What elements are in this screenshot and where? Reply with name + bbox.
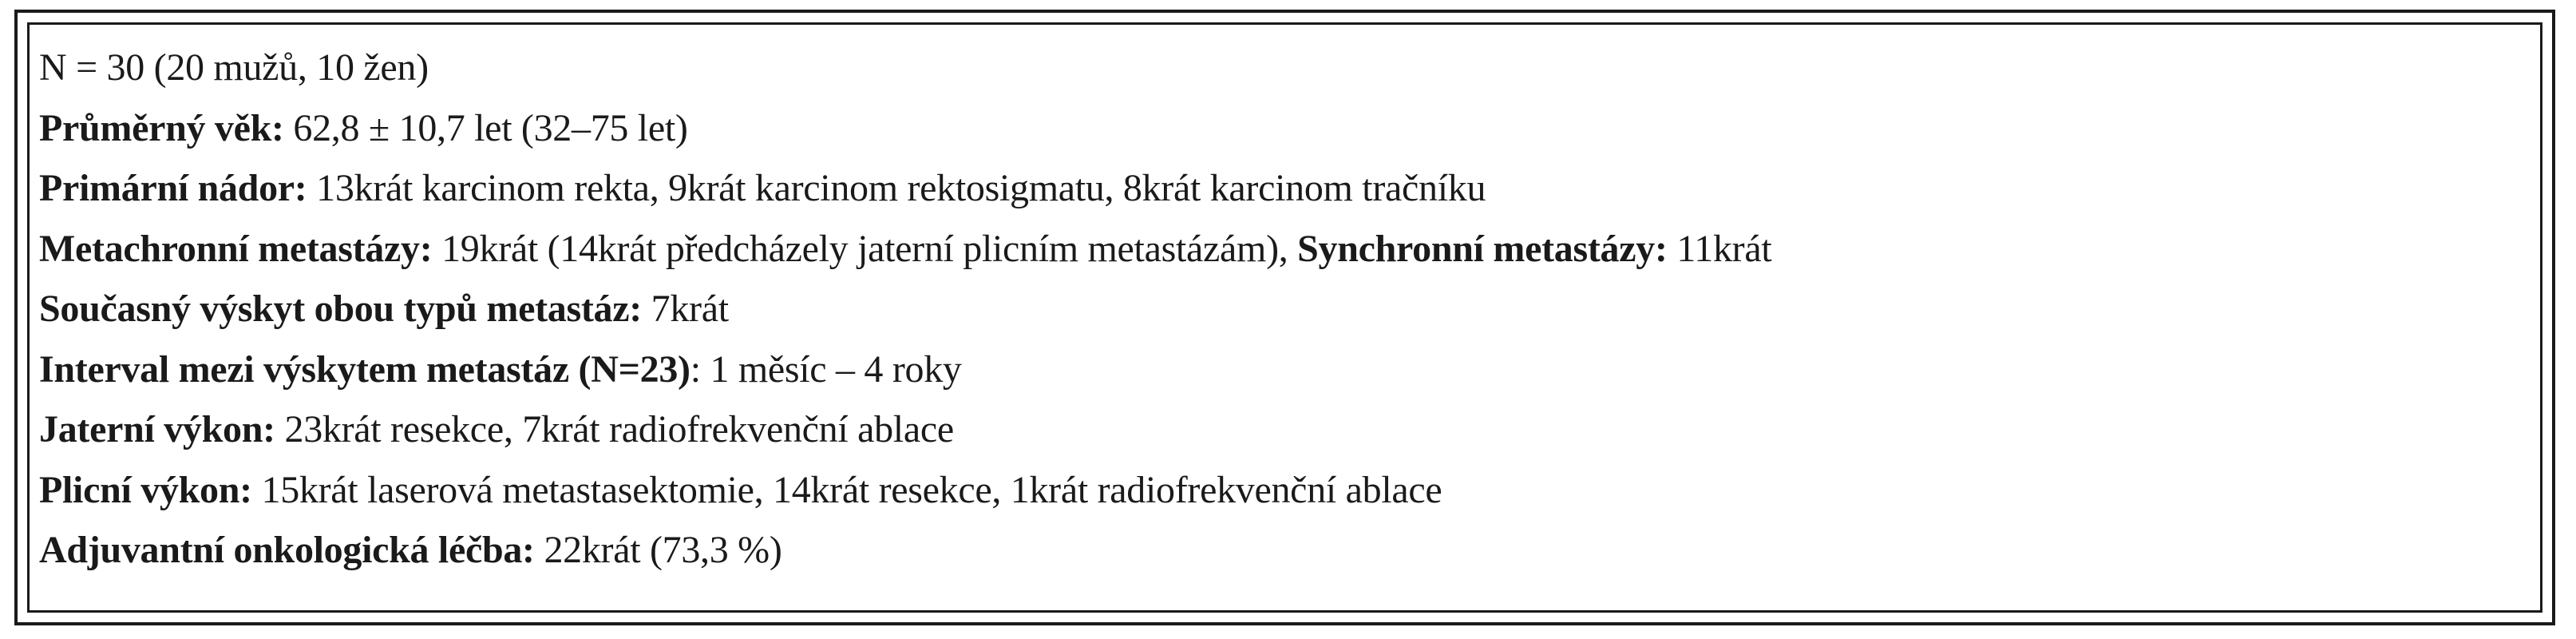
row-primary-tumor-label: Primární nádor:: [39, 167, 307, 209]
row-cohort: [39, 38, 2540, 98]
row-synchronous-label: Synchronní metastázy:: [1297, 227, 1668, 270]
row-liver-procedure-value: 23krát resekce, 7krát radiofrekvenční ablace: [275, 408, 954, 450]
row-lung-procedure: [39, 460, 2540, 521]
row-primary-tumor: [39, 158, 2540, 219]
row-interval: [39, 339, 2540, 400]
row-mean-age-label: Průměrný věk:: [39, 106, 284, 149]
row-concurrent: [39, 279, 2540, 339]
row-interval-label: Interval mezi výskytem metastáz (N=23): [39, 347, 690, 391]
row-lung-procedure-value: 15krát laserová metastasektomie, 14krát resekce, 1krát radiofrekvenční ablace: [251, 468, 1442, 511]
row-metachronous-label: Metachronní metastázy:: [39, 227, 433, 270]
row-primary-tumor-value: 13krát karcinom rekta, 9krát karcinom rektosigmatu, 8krát karcinom tračníku: [307, 167, 1486, 209]
row-lung-procedure-label: Plicní výkon:: [39, 468, 252, 511]
row-concurrent-label: Současný výskyt obou typů metastáz:: [39, 288, 642, 330]
table-inner-border: [27, 22, 2542, 613]
row-adjuvant-label: Adjuvantní onkologická léčba:: [39, 529, 535, 571]
row-metastases: [39, 219, 2540, 280]
row-liver-procedure-label: Jaterní výkon:: [39, 408, 275, 450]
row-adjuvant-value: 22krát (73,3 %): [534, 529, 782, 571]
row-mean-age: [39, 98, 2540, 159]
row-interval-value: : 1 měsíc – 4 roky: [690, 347, 962, 391]
row-concurrent-value: 7krát: [641, 288, 729, 330]
row-metachronous-value: 19krát (14krát předcházely jaterní plicním metastázám),: [432, 227, 1298, 270]
row-adjuvant: [39, 520, 2540, 581]
row-liver-procedure: [39, 399, 2540, 460]
row-mean-age-value: 62,8 ± 10,7 let (32–75 let): [283, 106, 688, 149]
row-cohort-text: N = 30 (20 mužů, 10 žen): [39, 46, 429, 89]
table-outer-border: [14, 10, 2555, 625]
row-synchronous-value: 11krát: [1667, 227, 1772, 270]
